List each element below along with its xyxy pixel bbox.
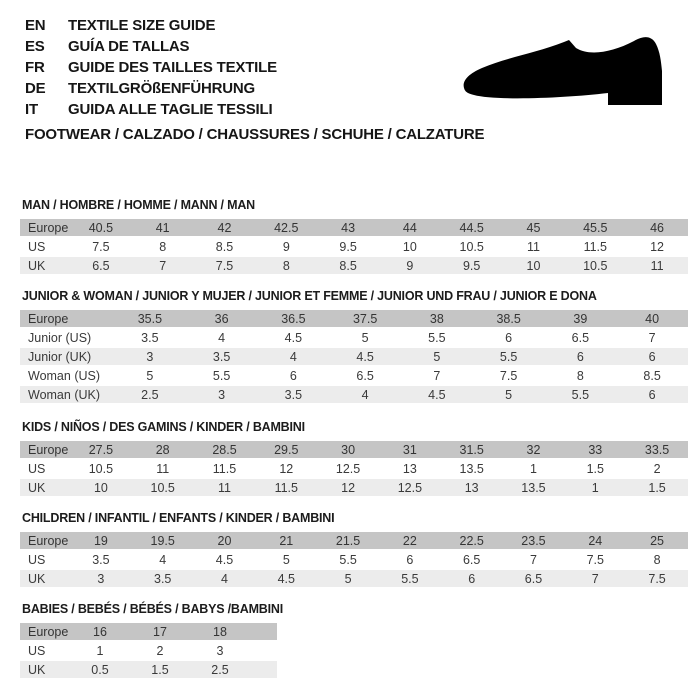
row-label: US xyxy=(28,552,46,567)
sections xyxy=(20,198,688,693)
size-cell: 40 xyxy=(645,311,660,326)
section-title: KIDS / NIÑOS / DES GAMINS / KINDER / BAMBINI xyxy=(22,420,305,434)
size-table xyxy=(20,310,688,403)
size-cell: 43 xyxy=(341,220,356,235)
lang-row-fr xyxy=(25,57,277,78)
size-cell: 5 xyxy=(361,330,369,345)
size-cell: 20 xyxy=(217,533,232,548)
size-cell: 3.5 xyxy=(141,330,159,345)
size-cell: 2.5 xyxy=(211,662,229,677)
table-row xyxy=(20,532,688,549)
table-row xyxy=(20,310,688,327)
size-cell: 42 xyxy=(217,220,232,235)
table-row xyxy=(20,661,277,678)
size-cell: 0.5 xyxy=(91,662,109,677)
size-cell: 10 xyxy=(526,258,541,273)
size-cell: 21.5 xyxy=(335,533,361,548)
size-table-section xyxy=(20,289,688,403)
size-cell: 12.5 xyxy=(335,461,361,476)
size-cell: 4.5 xyxy=(356,349,374,364)
size-cell: 11 xyxy=(218,480,231,495)
size-cell: 3.5 xyxy=(154,571,172,586)
size-table-section xyxy=(20,602,688,678)
size-cell: 6.5 xyxy=(92,258,110,273)
size-cell: 10.5 xyxy=(150,480,175,495)
size-table xyxy=(20,532,688,587)
lang-row-de xyxy=(25,78,277,99)
size-cell: 12 xyxy=(341,480,356,495)
table-row xyxy=(20,623,277,640)
size-table-section xyxy=(20,511,688,587)
size-cell: 10 xyxy=(402,239,417,254)
table-row xyxy=(20,238,688,255)
size-cell: 27.5 xyxy=(88,442,114,457)
size-cell: 37.5 xyxy=(352,311,378,326)
size-cell: 1.5 xyxy=(648,480,666,495)
size-cell: 11.5 xyxy=(212,461,237,476)
size-cell: 13.5 xyxy=(521,480,546,495)
size-cell: 31 xyxy=(402,442,417,457)
lang-row-en xyxy=(25,15,277,36)
size-cell: 22.5 xyxy=(459,533,484,548)
lang-code: IT xyxy=(25,101,38,118)
size-cell: 5 xyxy=(146,368,154,383)
size-cell: 11.5 xyxy=(583,239,607,254)
size-cell: 21 xyxy=(279,533,294,548)
size-cell: 22 xyxy=(402,533,417,548)
size-cell: 5.5 xyxy=(401,571,419,586)
size-table xyxy=(20,219,688,274)
size-cell: 3.5 xyxy=(212,349,231,364)
lang-row-es xyxy=(25,36,277,57)
lang-code: FR xyxy=(25,59,45,76)
section-title: JUNIOR & WOMAN / JUNIOR Y MUJER / JUNIOR ET FEMME / JUNIOR UND FRAU / JUNIOR E DONA xyxy=(22,289,597,303)
size-cell: 39 xyxy=(573,311,588,326)
size-cell: 2 xyxy=(653,461,661,476)
size-cell: 8 xyxy=(282,258,290,273)
size-cell: 8 xyxy=(159,239,167,254)
size-cell: 25 xyxy=(650,533,665,548)
table-row xyxy=(20,386,688,403)
size-cell: 1 xyxy=(591,480,599,495)
row-label: UK xyxy=(28,480,46,495)
size-cell: 10.5 xyxy=(459,239,484,254)
size-cell: 6 xyxy=(406,552,414,567)
size-cell: 9 xyxy=(406,258,414,273)
size-cell: 12 xyxy=(279,461,294,476)
size-table-section xyxy=(20,198,688,274)
size-cell: 38.5 xyxy=(496,311,521,326)
size-cell: 3 xyxy=(218,387,226,402)
language-header xyxy=(25,15,277,120)
size-cell: 28.5 xyxy=(212,442,237,457)
size-cell: 13.5 xyxy=(459,461,484,476)
size-cell: 6.5 xyxy=(524,571,543,586)
size-cell: 11 xyxy=(526,239,540,254)
size-cell: 45.5 xyxy=(583,220,608,235)
size-cell: 41 xyxy=(155,220,170,235)
table-row xyxy=(20,551,688,568)
row-label: UK xyxy=(28,662,46,677)
size-cell: 3 xyxy=(146,349,154,364)
shoe-silhouette-icon xyxy=(455,33,677,113)
size-cell: 8 xyxy=(576,368,584,383)
size-cell: 9.5 xyxy=(339,239,357,254)
size-cell: 10 xyxy=(93,480,108,495)
size-cell: 8 xyxy=(653,552,661,567)
size-cell: 7.5 xyxy=(586,552,604,567)
size-cell: 19.5 xyxy=(150,533,175,548)
size-cell: 24 xyxy=(588,533,603,548)
size-cell: 6 xyxy=(505,330,513,345)
row-label: US xyxy=(28,239,46,254)
size-cell: 4 xyxy=(218,330,226,345)
lang-row-it xyxy=(25,99,277,120)
size-cell: 18 xyxy=(213,624,227,639)
size-cell: 32 xyxy=(526,442,541,457)
size-cell: 6 xyxy=(289,368,297,383)
size-cell: 12.5 xyxy=(397,480,423,495)
size-cell: 3 xyxy=(97,571,105,586)
size-table xyxy=(20,441,688,496)
size-cell: 5 xyxy=(282,552,290,567)
size-cell: 13 xyxy=(402,461,417,476)
size-cell: 28 xyxy=(155,442,170,457)
table-row xyxy=(20,367,688,384)
size-cell: 3.5 xyxy=(92,552,110,567)
table-row xyxy=(20,479,688,496)
size-cell: 33 xyxy=(588,442,603,457)
size-cell: 7.5 xyxy=(92,239,110,254)
size-cell: 5.5 xyxy=(212,368,231,383)
size-cell: 4 xyxy=(221,571,228,586)
lang-label: TEXTILE SIZE GUIDE xyxy=(68,17,216,34)
row-label: Junior (UK) xyxy=(28,349,92,364)
size-cell: 6 xyxy=(648,387,656,402)
row-label: Woman (UK) xyxy=(28,387,101,402)
size-cell: 9 xyxy=(282,239,290,254)
size-cell: 4 xyxy=(159,552,167,567)
size-cell: 19 xyxy=(93,533,108,548)
size-cell: 46 xyxy=(650,220,665,235)
size-cell: 12 xyxy=(650,239,665,254)
row-label: Europe xyxy=(28,442,69,457)
size-cell: 8.5 xyxy=(339,258,357,273)
row-label: Europe xyxy=(28,311,69,326)
size-cell: 17 xyxy=(153,624,167,639)
table-row xyxy=(20,570,688,587)
row-label: US xyxy=(28,643,46,658)
size-cell: 2.5 xyxy=(141,387,159,402)
table-row xyxy=(20,460,688,477)
size-cell: 44.5 xyxy=(459,220,484,235)
category-title: FOOTWEAR / CALZADO / CHAUSSURES / SCHUHE / CALZATURE xyxy=(25,126,485,143)
size-cell: 1 xyxy=(96,643,104,658)
size-cell: 6.5 xyxy=(571,330,590,345)
size-table xyxy=(20,623,277,678)
lang-code: DE xyxy=(25,80,46,97)
size-cell: 4.5 xyxy=(428,387,446,402)
size-cell: 11 xyxy=(156,461,170,476)
size-cell: 7 xyxy=(591,571,599,586)
size-cell: 4.5 xyxy=(215,552,234,567)
size-cell: 35.5 xyxy=(137,311,163,326)
size-cell: 29.5 xyxy=(274,442,299,457)
size-cell: 8.5 xyxy=(643,368,661,383)
row-label: UK xyxy=(28,571,46,586)
table-row xyxy=(20,348,688,365)
size-cell: 3 xyxy=(216,643,224,658)
size-cell: 6 xyxy=(648,349,656,364)
size-cell: 33.5 xyxy=(644,442,670,457)
row-label: US xyxy=(28,461,46,476)
size-cell: 4.5 xyxy=(277,571,295,586)
table-row xyxy=(20,329,688,346)
size-cell: 36.5 xyxy=(281,311,306,326)
section-title: CHILDREN / INFANTIL / ENFANTS / KINDER / BAMBINI xyxy=(22,511,335,525)
row-label: Europe xyxy=(28,624,69,639)
size-cell: 45 xyxy=(526,220,541,235)
size-cell: 4 xyxy=(361,387,369,402)
size-cell: 42.5 xyxy=(274,220,299,235)
size-cell: 30 xyxy=(341,442,356,457)
size-cell: 8.5 xyxy=(215,239,234,254)
size-cell: 5.5 xyxy=(571,387,590,402)
size-cell: 11 xyxy=(650,258,664,273)
size-cell: 7 xyxy=(159,258,167,273)
size-cell: 1.5 xyxy=(586,461,604,476)
size-cell: 6.5 xyxy=(356,368,374,383)
size-cell: 4.5 xyxy=(284,330,303,345)
size-cell: 31.5 xyxy=(459,442,484,457)
size-cell: 36 xyxy=(214,311,229,326)
row-label: Junior (US) xyxy=(28,330,92,345)
size-cell: 10.5 xyxy=(88,461,114,476)
size-cell: 44 xyxy=(402,220,417,235)
size-cell: 13 xyxy=(464,480,479,495)
lang-label: GUIDE DES TAILLES TEXTILE xyxy=(68,59,277,76)
size-cell: 6 xyxy=(576,349,584,364)
size-cell: 5 xyxy=(344,571,352,586)
size-cell: 2 xyxy=(156,643,164,658)
lang-code: ES xyxy=(25,38,45,55)
size-cell: 7 xyxy=(530,552,537,567)
lang-label: GUÍA DE TALLAS xyxy=(68,38,190,55)
size-cell: 9.5 xyxy=(462,258,481,273)
lang-label: TEXTILGRÖßENFÜHRUNG xyxy=(68,80,256,97)
size-cell: 23.5 xyxy=(521,533,546,548)
row-label: Europe xyxy=(28,533,69,548)
lang-code: EN xyxy=(25,17,46,34)
table-row xyxy=(20,441,688,458)
size-cell: 5 xyxy=(433,349,441,364)
table-row xyxy=(20,219,688,236)
size-cell: 7.5 xyxy=(215,258,234,273)
size-cell: 4 xyxy=(289,349,297,364)
size-table-section xyxy=(20,420,688,496)
size-cell: 1.5 xyxy=(151,662,169,677)
size-cell: 5.5 xyxy=(499,349,518,364)
section-title: MAN / HOMBRE / HOMME / MANN / MAN xyxy=(22,198,255,212)
size-cell: 5 xyxy=(505,387,513,402)
size-cell: 3.5 xyxy=(284,387,303,402)
table-row xyxy=(20,642,277,659)
table-row xyxy=(20,257,688,274)
size-cell: 6 xyxy=(468,571,476,586)
size-cell: 7 xyxy=(648,330,656,345)
size-cell: 40.5 xyxy=(88,220,114,235)
size-cell: 7.5 xyxy=(648,571,666,586)
section-title: BABIES / BEBÉS / BÉBÉS / BABYS /BAMBINI xyxy=(22,602,283,616)
row-label: Woman (US) xyxy=(28,368,101,383)
row-label: UK xyxy=(28,258,46,273)
size-cell: 16 xyxy=(93,624,107,639)
size-cell: 11.5 xyxy=(274,480,298,495)
size-cell: 38 xyxy=(429,311,444,326)
size-cell: 6.5 xyxy=(462,552,481,567)
size-cell: 7.5 xyxy=(499,368,518,383)
size-cell: 7 xyxy=(433,368,441,383)
row-label: Europe xyxy=(28,220,69,235)
lang-label: GUIDA ALLE TAGLIE TESSILI xyxy=(68,101,273,118)
size-cell: 5.5 xyxy=(339,552,357,567)
size-cell: 10.5 xyxy=(583,258,608,273)
size-cell: 1 xyxy=(530,461,537,476)
size-cell: 5.5 xyxy=(428,330,446,345)
